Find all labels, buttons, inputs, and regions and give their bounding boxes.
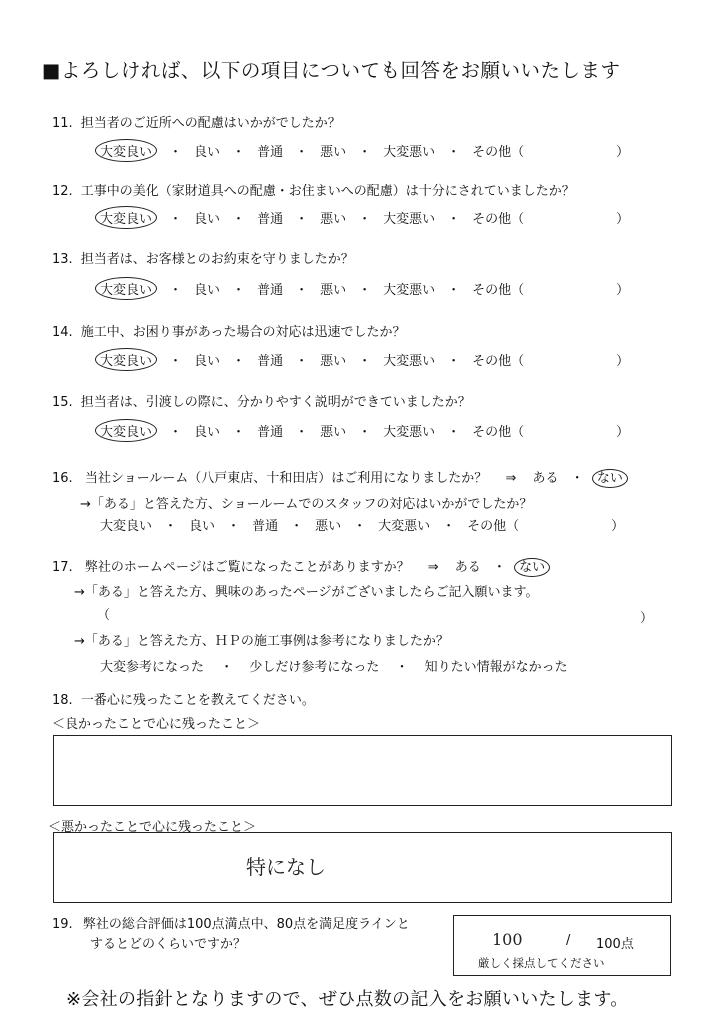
dot-separator: ・ — [169, 145, 183, 160]
question-text: 担当者のご近所への配慮はいかがでしたか？ — [80, 116, 341, 131]
option-good[interactable]: 良い — [189, 519, 216, 534]
option-good[interactable]: 良い — [194, 145, 221, 160]
dot-separator: ・ — [169, 212, 183, 227]
other-close-paren: ） — [611, 519, 625, 534]
dot-separator: ・ — [358, 145, 372, 160]
question-number: 14. — [52, 325, 73, 340]
question-16-sub: →「ある」と答えた方、ショールームでのスタッフの対応はいかがでしたか？ — [80, 497, 533, 512]
dot-separator: ・ — [290, 519, 304, 534]
option-not-found[interactable]: 知りたい情報がなかった — [424, 660, 568, 675]
good-answer-box[interactable] — [53, 735, 672, 806]
dot-separator: ・ — [164, 519, 178, 534]
option-bad[interactable]: 悪い — [320, 212, 347, 227]
option-other[interactable]: その他（ — [472, 354, 525, 369]
question-text: 当社ショールーム（八戸東店、十和田店）はご利用になりましたか？ — [84, 471, 488, 486]
option-average[interactable]: 普通 — [257, 425, 284, 440]
good-label: ＜良かったことで心に残ったこと＞ — [52, 717, 261, 732]
option-very-bad[interactable]: 大変悪い — [383, 212, 436, 227]
option-very-good[interactable]: 大変良い — [95, 206, 157, 229]
option-bad[interactable]: 悪い — [320, 425, 347, 440]
dot-separator: ・ — [447, 425, 461, 440]
option-slightly-helpful[interactable]: 少しだけ参考になった — [249, 660, 380, 675]
dot-separator: ・ — [395, 660, 409, 675]
option-bad[interactable]: 悪い — [320, 145, 347, 160]
dot-separator: ・ — [295, 212, 309, 227]
question-number: 15. — [52, 395, 73, 410]
dot-separator: ・ — [295, 145, 309, 160]
dot-separator: ・ — [358, 283, 372, 298]
option-very-good[interactable]: 大変良い — [95, 348, 157, 371]
option-average[interactable]: 普通 — [257, 145, 284, 160]
rating-options — [100, 139, 629, 162]
dot-separator: ・ — [232, 145, 246, 160]
dot-separator: ・ — [295, 425, 309, 440]
option-average[interactable]: 普通 — [252, 519, 279, 534]
option-very-good[interactable]: 大変良い — [95, 139, 157, 162]
question-16-options — [100, 515, 624, 534]
dot-separator: ・ — [220, 660, 234, 675]
arrow-icon: ⇒ — [427, 560, 439, 575]
option-average[interactable]: 普通 — [257, 212, 284, 227]
option-other[interactable]: その他（ — [472, 425, 525, 440]
other-close-paren: ） — [616, 212, 630, 227]
option-very-helpful[interactable]: 大変参考になった — [100, 660, 205, 675]
question-number: 16. — [52, 471, 73, 486]
question-number: 19. — [52, 917, 73, 932]
question-text: 施工中、お困り事があった場合の対応は迅速でしたか？ — [80, 325, 406, 340]
score-note: 厳しく採点してください — [478, 956, 605, 970]
question-17-sub2: →「ある」と答えた方、ＨＰの施工事例は参考になりましたか？ — [74, 634, 449, 649]
dot-separator: ・ — [232, 354, 246, 369]
option-other[interactable]: その他（ — [472, 212, 525, 227]
question-text: 担当者は、引渡しの際に、分かりやすく説明ができていましたか？ — [80, 395, 471, 410]
dot-separator: ・ — [570, 471, 584, 486]
question-11 — [52, 112, 341, 131]
option-other[interactable]: その他（ — [472, 283, 525, 298]
option-very-good[interactable]: 大変良い — [95, 277, 157, 300]
yes-option[interactable]: ある — [454, 560, 481, 575]
dot-separator: ・ — [227, 519, 241, 534]
no-option[interactable]: ない — [514, 558, 550, 577]
bad-answer-text: 特になし — [246, 855, 326, 879]
yes-option[interactable]: ある — [532, 471, 559, 486]
paren-open: （ — [97, 608, 111, 623]
arrow-icon: ⇒ — [505, 471, 517, 486]
paren-close: ） — [640, 611, 654, 626]
option-very-good[interactable]: 大変良い — [95, 419, 157, 442]
option-bad[interactable]: 悪い — [320, 283, 347, 298]
rating-options — [100, 277, 629, 300]
option-good[interactable]: 良い — [194, 212, 221, 227]
question-text-line1: 弊社の総合評価は100点満点中、80点を満足度ラインと — [82, 917, 410, 932]
question-19 — [52, 913, 410, 932]
option-bad[interactable]: 悪い — [320, 354, 347, 369]
rating-options — [100, 206, 629, 229]
option-very-bad[interactable]: 大変悪い — [383, 425, 436, 440]
question-15 — [52, 391, 471, 410]
dot-separator: ・ — [169, 283, 183, 298]
question-16 — [52, 467, 628, 486]
dot-separator: ・ — [447, 354, 461, 369]
other-close-paren: ） — [616, 145, 630, 160]
dot-separator: ・ — [358, 212, 372, 227]
dot-separator: ・ — [492, 560, 506, 575]
question-number: 11. — [52, 116, 73, 131]
question-text: 一番心に残ったことを教えてください。 — [80, 693, 315, 708]
question-text: 担当者は、お客様とのお約束を守りましたか？ — [80, 252, 354, 267]
option-average[interactable]: 普通 — [257, 354, 284, 369]
other-close-paren: ） — [616, 425, 630, 440]
other-close-paren: ） — [616, 283, 630, 298]
question-number: 17. — [52, 560, 73, 575]
option-good[interactable]: 良い — [194, 354, 221, 369]
dot-separator: ・ — [353, 519, 367, 534]
dot-separator: ・ — [442, 519, 456, 534]
question-12 — [52, 180, 575, 199]
no-option[interactable]: ない — [592, 469, 628, 488]
question-number: 13. — [52, 252, 73, 267]
dot-separator: ・ — [447, 212, 461, 227]
bad-label: ＜悪かったことで心に残ったこと＞ — [48, 820, 257, 835]
dot-separator: ・ — [447, 145, 461, 160]
dot-separator: ・ — [232, 425, 246, 440]
option-bad[interactable]: 悪い — [315, 519, 342, 534]
score-value: 100 — [492, 930, 523, 949]
question-13 — [52, 248, 354, 267]
score-box[interactable] — [453, 915, 671, 976]
question-number: 18. — [52, 693, 73, 708]
dot-separator: ・ — [169, 425, 183, 440]
dot-separator: ・ — [447, 283, 461, 298]
question-14 — [52, 321, 406, 340]
question-18 — [52, 689, 315, 708]
question-text: 工事中の美化（家財道具への配慮・お住まいへの配慮）は十分にされていましたか？ — [80, 184, 575, 199]
dot-separator: ・ — [232, 212, 246, 227]
question-17 — [52, 556, 550, 575]
option-very-bad[interactable]: 大変悪い — [383, 354, 436, 369]
score-max: 100点 — [596, 937, 634, 952]
option-other[interactable]: その他（ — [467, 519, 520, 534]
option-very-good[interactable]: 大変良い — [100, 519, 153, 534]
other-close-paren: ） — [616, 354, 630, 369]
question-17-sub1: →「ある」と答えた方、興味のあったページがございましたらご記入願います。 — [74, 585, 539, 600]
option-average[interactable]: 普通 — [257, 283, 284, 298]
footer-note: ※会社の指針となりますので、ぜひ点数の記入をお願いいたします。 — [66, 989, 629, 1010]
dot-separator: ・ — [358, 354, 372, 369]
question-17-options — [100, 656, 568, 675]
option-very-bad[interactable]: 大変悪い — [383, 145, 436, 160]
dot-separator: ・ — [358, 425, 372, 440]
page-title: ■よろしければ、以下の項目についても回答をお願いいたします — [42, 59, 621, 82]
bad-answer-box[interactable] — [53, 832, 672, 903]
dot-separator: ・ — [169, 354, 183, 369]
question-text: 弊社のホームページはご覧になったことがありますか？ — [84, 560, 410, 575]
score-slash: / — [566, 933, 571, 948]
rating-options — [100, 348, 629, 371]
option-good[interactable]: 良い — [194, 283, 221, 298]
dot-separator: ・ — [295, 283, 309, 298]
question-19-line2: するとどのくらいですか？ — [90, 937, 247, 952]
rating-options — [100, 419, 629, 442]
option-other[interactable]: その他（ — [472, 145, 525, 160]
question-number: 12. — [52, 184, 73, 199]
option-very-bad[interactable]: 大変悪い — [378, 519, 431, 534]
dot-separator: ・ — [232, 283, 246, 298]
option-good[interactable]: 良い — [194, 425, 221, 440]
dot-separator: ・ — [295, 354, 309, 369]
option-very-bad[interactable]: 大変悪い — [383, 283, 436, 298]
